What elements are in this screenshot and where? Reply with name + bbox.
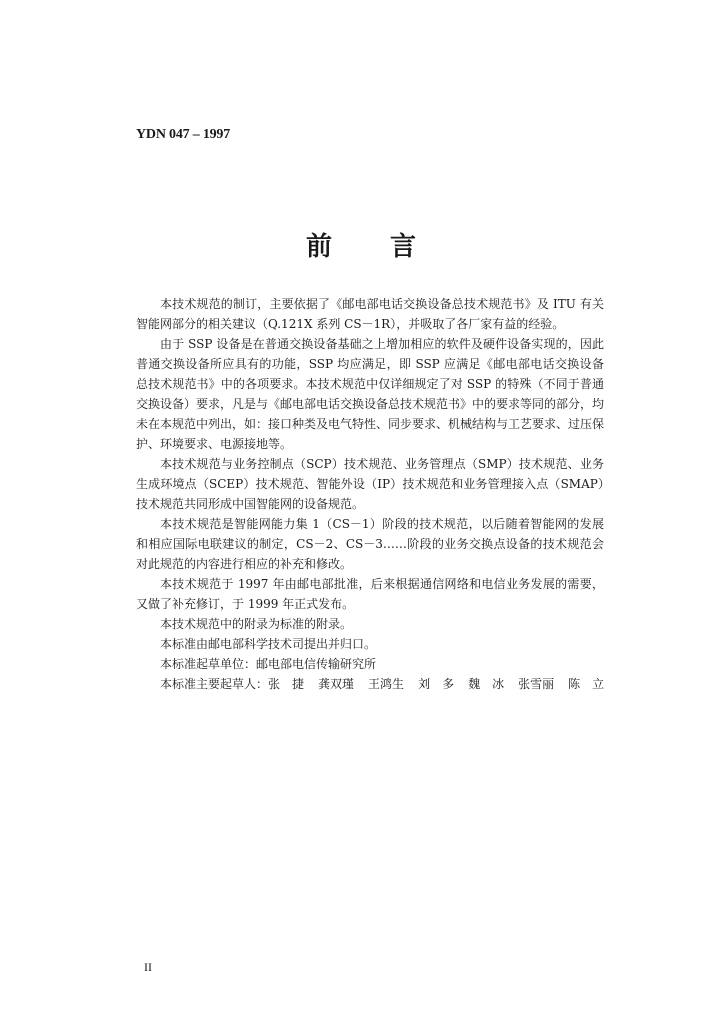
drafting-unit: 本标准起草单位：邮电部电信传输研究所 [160,657,377,671]
appendix-note: 本技术规范中的附录为标准的附录。 [160,617,353,631]
title-char-1: 前 [305,232,334,262]
drafter-name: 刘 多 [418,677,455,691]
foreword-body [136,294,604,694]
paragraph: 本技术规范的制订，主要依据了《邮电部电话交换设备总技术规范书》及 ITU 有关智能网部分的相关建议（Q.121X 系列 CS－1R），并吸取了各厂家有益的经验。 [136,297,604,331]
title-char-2: 言 [390,232,419,262]
drafter-name: 张雪丽 [518,677,555,691]
drafter-name: 陈 立 [568,677,605,691]
paragraph: 由于 SSP 设备是在普通交换设备基础之上增加相应的软件及硬件设备实现的，因此普通交换设备所应具有的功能，SSP 均应满足，即 SSP 应满足《邮电部电话交换设备总技术规范书》中的各项要求。本技术规范中仅详细规定了对 SSP 的特殊（不同于普通交换设备）要求，凡是与《邮电部电话交换设备总技术规范书》中的要求等同的部分，均未在本规范中列出，如：接口种类及电气特性、同步要求、机械结构与工艺要求、过压保护、环境要求、电源接地等。 [136,337,605,451]
drafter-name: 龚双瑾 [318,677,355,691]
drafter-name: 魏 冰 [468,677,505,691]
drafters-label: 本标准主要起草人： [160,677,269,691]
drafters-line [136,674,604,694]
drafter-name: 王鸿生 [368,677,405,691]
page-number: II [144,960,152,974]
paragraph: 本技术规范是智能网能力集 1（CS－1）阶段的技术规范，以后随着智能网的发展和相应国际电联建议的制定，CS－2、CS－3……阶段的业务交换点设备的技术规范会对此规范的内容进行相应的补充和修改。 [136,517,604,571]
page-title [0,226,724,263]
paragraph: 本技术规范于 1997 年由邮电部批准，后来根据通信网络和电信业务发展的需要，又做了补充修订，于 1999 年正式发布。 [136,577,604,611]
proposer-note: 本标准由邮电部科学技术司提出并归口。 [160,637,377,651]
paragraph: 本技术规范与业务控制点（SCP）技术规范、业务管理点（SMP）技术规范、业务生成环境点（SCEP）技术规范、智能外设（IP）技术规范和业务管理接入点（SMAP）技术规范共同形成中国智能网的设备规范。 [136,457,604,511]
standard-code: YDN 047 – 1997 [136,127,231,142]
drafter-name: 张 捷 [268,677,305,691]
